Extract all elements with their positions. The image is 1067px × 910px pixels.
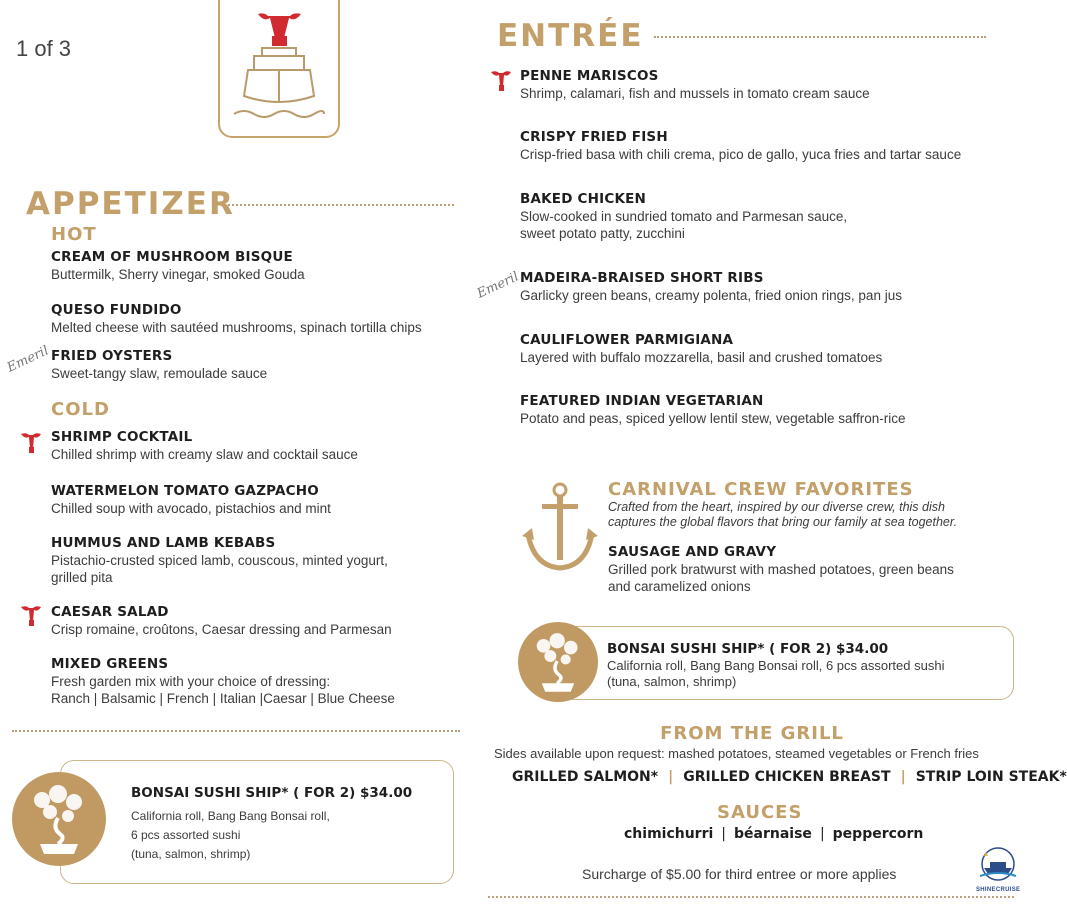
sushi-desc — [131, 807, 330, 864]
shinecruise-logo — [976, 846, 1020, 896]
item-desc: Slow-cooked in sundried tomato and Parmesan sauce, — [520, 209, 848, 224]
bonsai-icon — [518, 622, 598, 702]
item-name: MIXED GREENS — [51, 656, 169, 672]
item-desc: Fresh garden mix with your choice of dressing: — [51, 674, 331, 689]
grill-item: GRILLED CHICKEN BREAST — [683, 769, 891, 785]
item-desc: Grilled pork bratwurst with mashed potatoes, green beans — [608, 562, 954, 577]
sushi-desc-line: California roll, Bang Bang Bonsai roll, — [131, 809, 330, 823]
item-desc: grilled pita — [51, 570, 113, 585]
menu-item — [520, 393, 905, 427]
item-name: PENNE MARISCOS — [520, 68, 659, 84]
sauce-item: peppercorn — [832, 826, 924, 842]
separator: | — [819, 826, 825, 842]
sushi-desc-line: (tuna, salmon, shrimp) — [607, 674, 737, 689]
grill-item: STRIP LOIN STEAK* — [915, 769, 1067, 785]
menu-item — [51, 429, 358, 463]
item-name: WATERMELON TOMATO GAZPACHO — [51, 483, 319, 499]
item-desc: Potato and peas, spiced yellow lentil stew, vegetable saffron-rice — [520, 411, 906, 426]
menu-item — [51, 249, 305, 283]
item-name: CRISPY FRIED FISH — [520, 129, 668, 145]
separator: | — [721, 826, 727, 842]
sauces-heading: SAUCES — [717, 802, 803, 823]
item-name: SHRIMP COCKTAIL — [51, 429, 193, 445]
item-name: HUMMUS AND LAMB KEBABS — [51, 535, 276, 551]
item-name: MADEIRA-BRAISED SHORT RIBS — [520, 270, 764, 286]
sushi-desc-line: (tuna, salmon, shrimp) — [131, 847, 251, 861]
item-desc: Sweet-tangy slaw, remoulade sauce — [51, 366, 268, 381]
item-name: BAKED CHICKEN — [520, 191, 647, 207]
page-indicator: 1 of 3 — [16, 36, 72, 61]
item-desc: Ranch | Balsamic | French | Italian |Caesar | Blue Cheese — [51, 691, 395, 706]
menu-item — [51, 604, 392, 638]
crew-intro-line: captures the global flavors that bring our family at sea together. — [608, 515, 958, 529]
item-desc: Shrimp, calamari, fish and mussels in tomato cream sauce — [520, 86, 870, 101]
item-desc: Crisp romaine, croûtons, Caesar dressing and Parmesan — [51, 622, 392, 637]
separator: | — [668, 769, 674, 785]
item-desc: Pistachio-crusted spiced lamb, couscous, minted yogurt, — [51, 553, 388, 568]
emeril-signature: Emeril — [4, 343, 52, 376]
grill-heading-text: FROM THE GRILL — [660, 723, 844, 744]
menu-item — [51, 656, 395, 707]
grill-item: GRILLED SALMON* — [512, 769, 659, 785]
cold-subheading: COLD — [51, 399, 110, 420]
item-desc: sweet potato patty, zucchini — [520, 226, 685, 241]
sauce-item: chimichurri — [624, 826, 714, 842]
appetizer-dotted-rule — [228, 204, 454, 206]
funnel-icon — [490, 68, 512, 94]
item-desc: and caramelized onions — [608, 579, 751, 594]
ship-icon — [220, 0, 338, 134]
sushi-title: BONSAI SUSHI SHIP* ( FOR 2) $34.00 — [607, 641, 889, 657]
menu-item — [51, 535, 388, 586]
menu-item — [608, 544, 954, 595]
funnel-icon — [20, 430, 42, 456]
ship-emblem-frame — [218, 0, 340, 138]
menu-item — [51, 302, 422, 336]
item-name: FEATURED INDIAN VEGETARIAN — [520, 393, 764, 409]
item-desc: Layered with buffalo mozzarella, basil and crushed tomatoes — [520, 350, 883, 365]
sauce-items — [624, 826, 923, 842]
grill-heading — [0, 723, 1024, 744]
menu-item — [520, 270, 902, 304]
sushi-title: BONSAI SUSHI SHIP* ( FOR 2) $34.00 — [131, 785, 413, 801]
item-name: FRIED OYSTERS — [51, 348, 173, 364]
hot-subheading: HOT — [51, 224, 97, 245]
sauce-item: béarnaise — [734, 826, 812, 842]
crew-intro-line: Crafted from the heart, inspired by our diverse crew, this dish — [608, 500, 945, 514]
item-name: CAULIFLOWER PARMIGIANA — [520, 332, 734, 348]
item-name: CAESAR SALAD — [51, 604, 169, 620]
item-desc: Chilled shrimp with creamy slaw and cocktail sauce — [51, 447, 358, 462]
right-sushi-card — [560, 626, 1014, 700]
item-name: CREAM OF MUSHROOM BISQUE — [51, 249, 293, 265]
menu-item — [520, 129, 961, 163]
emeril-signature: Emeril — [474, 269, 522, 302]
entree-heading: ENTRÉE — [497, 18, 644, 54]
item-desc: Melted cheese with sautéed mushrooms, spinach tortilla chips — [51, 320, 422, 335]
left-sushi-card — [60, 760, 454, 884]
entree-dotted-rule — [654, 36, 986, 38]
sushi-desc — [607, 658, 944, 690]
menu-item — [51, 348, 267, 382]
item-desc: Garlicky green beans, creamy polenta, fried onion rings, pan jus — [520, 288, 902, 303]
appetizer-heading: APPETIZER — [26, 186, 235, 222]
anchor-icon — [522, 482, 598, 574]
bonsai-badge — [518, 622, 598, 702]
grill-sides-note: Sides available upon request: mashed potatoes, steamed vegetables or French fries — [494, 746, 979, 761]
menu-item — [520, 68, 870, 102]
crew-heading: CARNIVAL CREW FAVORITES — [608, 479, 914, 500]
bonsai-badge — [12, 772, 106, 866]
sushi-desc-line: 6 pcs assorted sushi — [131, 828, 241, 842]
right-dotted-rule — [488, 896, 1014, 898]
bonsai-icon — [12, 772, 106, 866]
item-name: QUESO FUNDIDO — [51, 302, 182, 318]
menu-item — [51, 483, 331, 517]
grill-items — [512, 769, 1067, 785]
separator: | — [900, 769, 906, 785]
item-desc: Chilled soup with avocado, pistachios and mint — [51, 501, 331, 516]
item-desc: Crisp-fried basa with chili crema, pico de gallo, yuca fries and tartar sauce — [520, 147, 962, 162]
surcharge-note: Surcharge of $5.00 for third entree or more applies — [582, 866, 897, 882]
logo-text: SHINECRUISE — [976, 887, 1021, 893]
menu-item — [520, 332, 882, 366]
menu-item — [520, 191, 847, 242]
sushi-desc-line: California roll, Bang Bang Bonsai roll, 6 pcs assorted sushi — [607, 658, 945, 673]
item-name: SAUSAGE AND GRAVY — [608, 544, 777, 560]
crew-intro — [608, 500, 957, 530]
cruise-ship-logo-icon — [976, 846, 1020, 882]
funnel-icon — [20, 603, 42, 629]
item-desc: Buttermilk, Sherry vinegar, smoked Gouda — [51, 267, 305, 282]
